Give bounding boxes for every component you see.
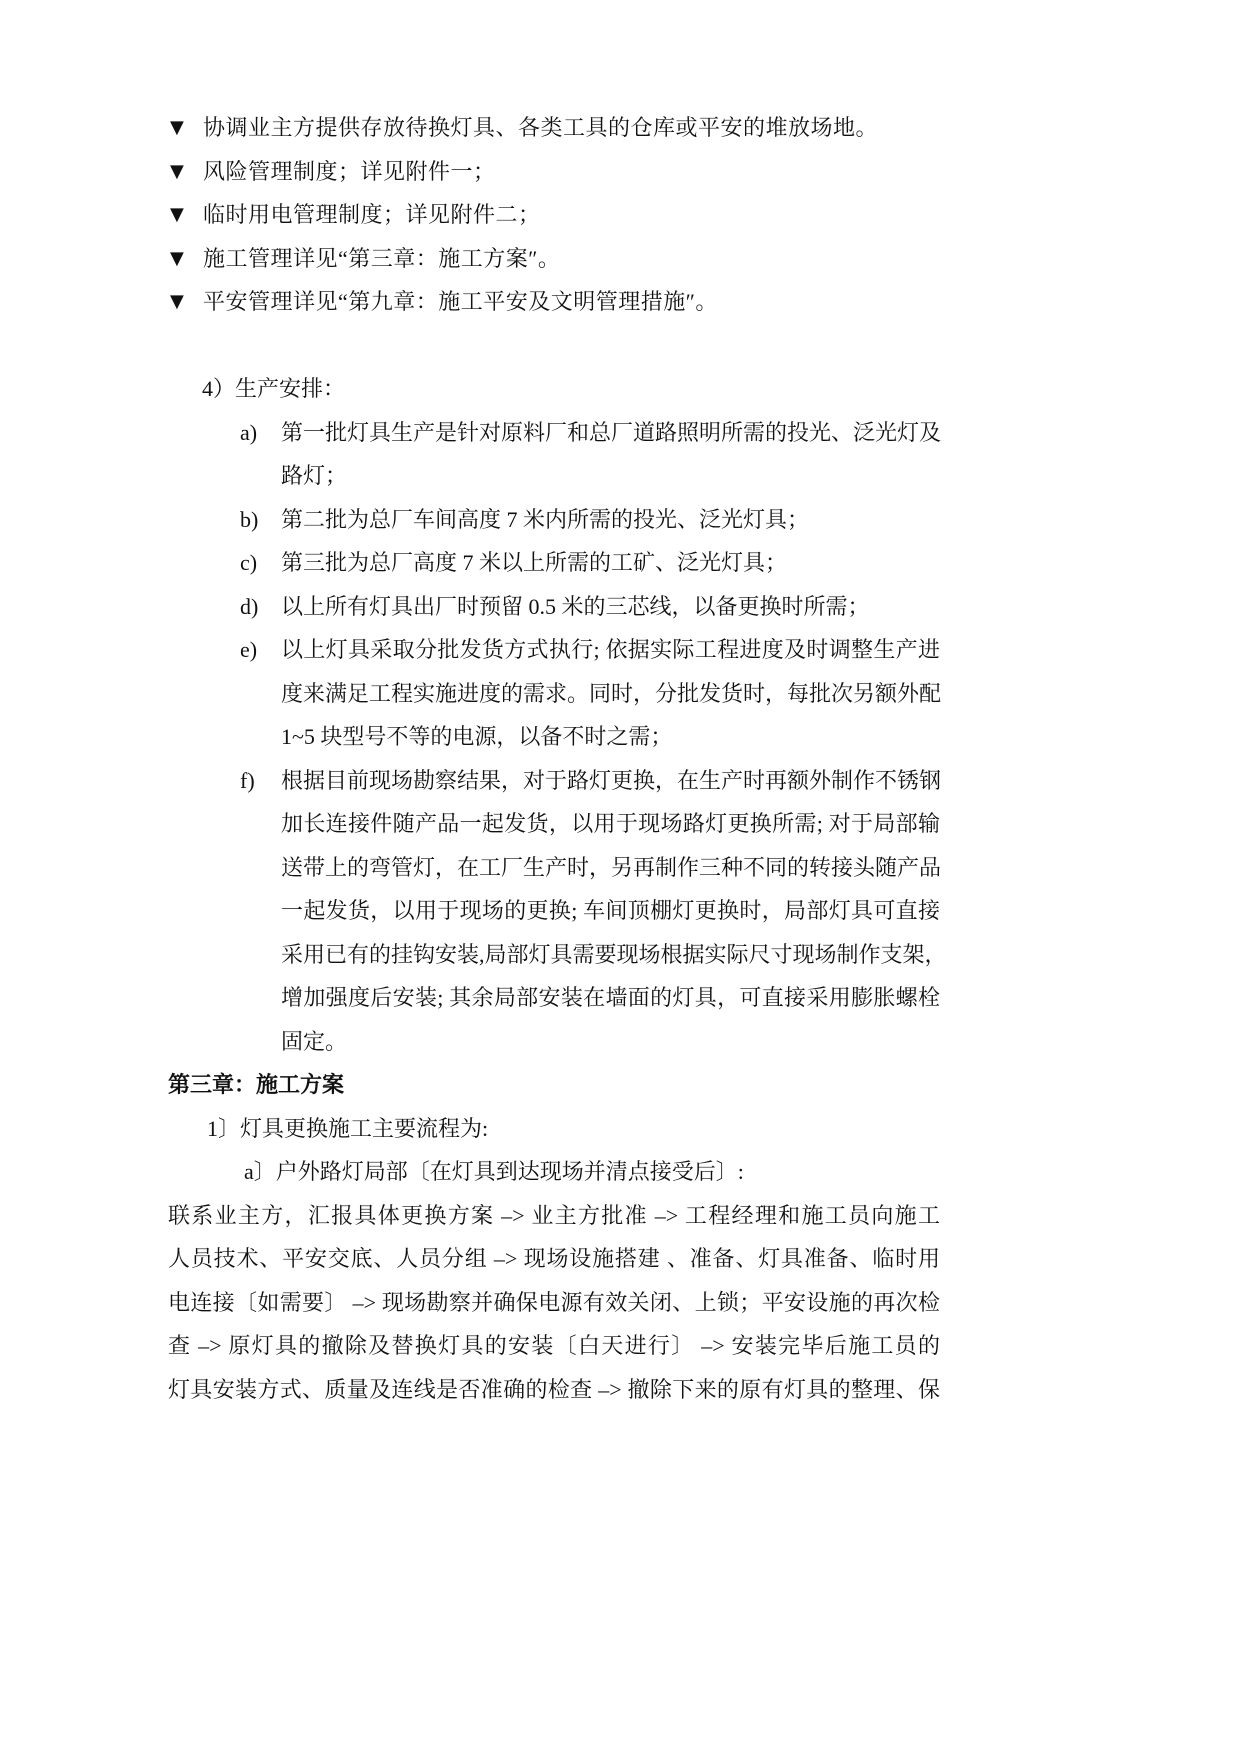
blank-line bbox=[168, 324, 940, 368]
bullet-text: 临时用电管理制度；详见附件二； bbox=[203, 202, 541, 227]
step-heading: 1〕灯具更换施工主要流程为: bbox=[207, 1115, 489, 1141]
text-line: 人员技术、平安交底、人员分组 –> 现场设施搭建 、准备、灯具准备、临时用 bbox=[168, 1246, 940, 1271]
list-item bbox=[168, 628, 940, 759]
text-line: 第三批为总厂高度 7 米以上所需的工矿、泛光灯具； bbox=[281, 550, 788, 575]
bullet-text: 施工管理详见“第三章：施工方案″。 bbox=[203, 245, 561, 271]
substep-heading: a〕户外路灯局部〔在灯具到达现场并清点接受后〕: bbox=[244, 1159, 744, 1184]
bullet-text: 平安管理详见“第九章：施工平安及文明管理措施″。 bbox=[203, 289, 718, 314]
list-item-text bbox=[281, 585, 940, 629]
list-item-label: b) bbox=[240, 506, 259, 532]
bullet-item bbox=[168, 150, 940, 194]
list-item-label: d) bbox=[240, 593, 259, 619]
text-line: 采用已有的挂钩安装,局部灯具需要现场根据实际尺寸现场制作支架， bbox=[281, 941, 947, 967]
chapter-heading: 第三章：施工方案 bbox=[168, 1072, 345, 1097]
list-item bbox=[168, 411, 940, 498]
bullet-item bbox=[168, 237, 940, 281]
list-item-label: e) bbox=[240, 637, 258, 662]
list-item bbox=[168, 759, 947, 1064]
text-line: 以上所有灯具出厂时预留 0.5 米的三芯线，以备更换时所需； bbox=[281, 593, 870, 619]
down-triangle-bullet-icon: ▼ bbox=[170, 204, 184, 225]
text-line: 查 –> 原灯具的撤除及替换灯具的安装〔白天进行〕 –> 安装完毕后施工员的 bbox=[168, 1333, 940, 1358]
down-triangle-bullet-icon: ▼ bbox=[170, 117, 184, 138]
text-line: 路灯； bbox=[281, 463, 348, 488]
bullet-item bbox=[168, 106, 940, 150]
text-line: 灯具安装方式、质量及连线是否准确的检查 –> 撤除下来的原有灯具的整理、保 bbox=[168, 1376, 940, 1402]
down-triangle-bullet-icon: ▼ bbox=[170, 247, 184, 269]
list-item-text bbox=[281, 628, 940, 759]
text-line: 第二批为总厂车间高度 7 米内所需的投光、泛光灯具； bbox=[281, 506, 810, 532]
bullet-item bbox=[168, 280, 940, 324]
list-item-text bbox=[281, 759, 947, 1064]
text-line: 电连接〔如需要〕 –> 现场勘察并确保电源有效关闭、上锁；平安设施的再次检 bbox=[168, 1289, 940, 1315]
text-line: 增加强度后安装; 其余局部安装在墙面的灯具，可直接采用膨胀螺栓 bbox=[281, 985, 940, 1010]
list-item-text bbox=[281, 498, 940, 542]
list-item bbox=[168, 541, 940, 585]
list-item bbox=[168, 585, 940, 629]
list-item-label: c) bbox=[240, 550, 258, 575]
bullet-text: 风险管理制度；详见附件一； bbox=[203, 158, 496, 184]
list-item-text bbox=[281, 411, 940, 498]
text-line: 联系业主方，汇报具体更换方案 –> 业主方批准 –> 工程经理和施工员向施工 bbox=[168, 1202, 940, 1228]
list-item-label: a) bbox=[240, 419, 258, 445]
list-item-text bbox=[281, 541, 940, 585]
text-line: 加长连接件随产品一起发货，以用于现场路灯更换所需; 对于局部输 bbox=[281, 811, 940, 836]
list-item-label: f) bbox=[240, 767, 255, 793]
text-line: 以上灯具采取分批发货方式执行; 依据实际工程进度及时调整生产进 bbox=[281, 637, 940, 662]
down-triangle-bullet-icon: ▼ bbox=[170, 160, 184, 182]
bullet-item bbox=[168, 193, 940, 237]
text-line: 送带上的弯管灯，在工厂生产时，另再制作三种不同的转接头随产品 bbox=[281, 854, 942, 880]
document-content bbox=[168, 106, 947, 1411]
text-line: 第一批灯具生产是针对原料厂和总厂道路照明所需的投光、泛光灯及 bbox=[281, 419, 942, 445]
flow-paragraph bbox=[168, 1194, 940, 1412]
text-line: 固定。 bbox=[281, 1028, 348, 1054]
bullet-list bbox=[168, 106, 940, 324]
section-title: 4）生产安排： bbox=[202, 376, 346, 401]
text-line: 度来满足工程实施进度的需求。同时，分批发货时，每批次另额外配 bbox=[281, 680, 942, 706]
bullet-text: 协调业主方提供存放待换灯具、各类工具的仓库或平安的堆放场地。 bbox=[203, 115, 879, 140]
text-line: 根据目前现场勘察结果，对于路灯更换，在生产时再额外制作不锈钢 bbox=[281, 767, 942, 793]
text-line: 1~5 块型号不等的电源，以备不时之需； bbox=[281, 724, 673, 749]
list-item bbox=[168, 498, 940, 542]
text-line: 一起发货，以用于现场的更换; 车间顶棚灯更换时，局部灯具可直接 bbox=[281, 898, 940, 923]
down-triangle-bullet-icon: ▼ bbox=[170, 291, 184, 312]
